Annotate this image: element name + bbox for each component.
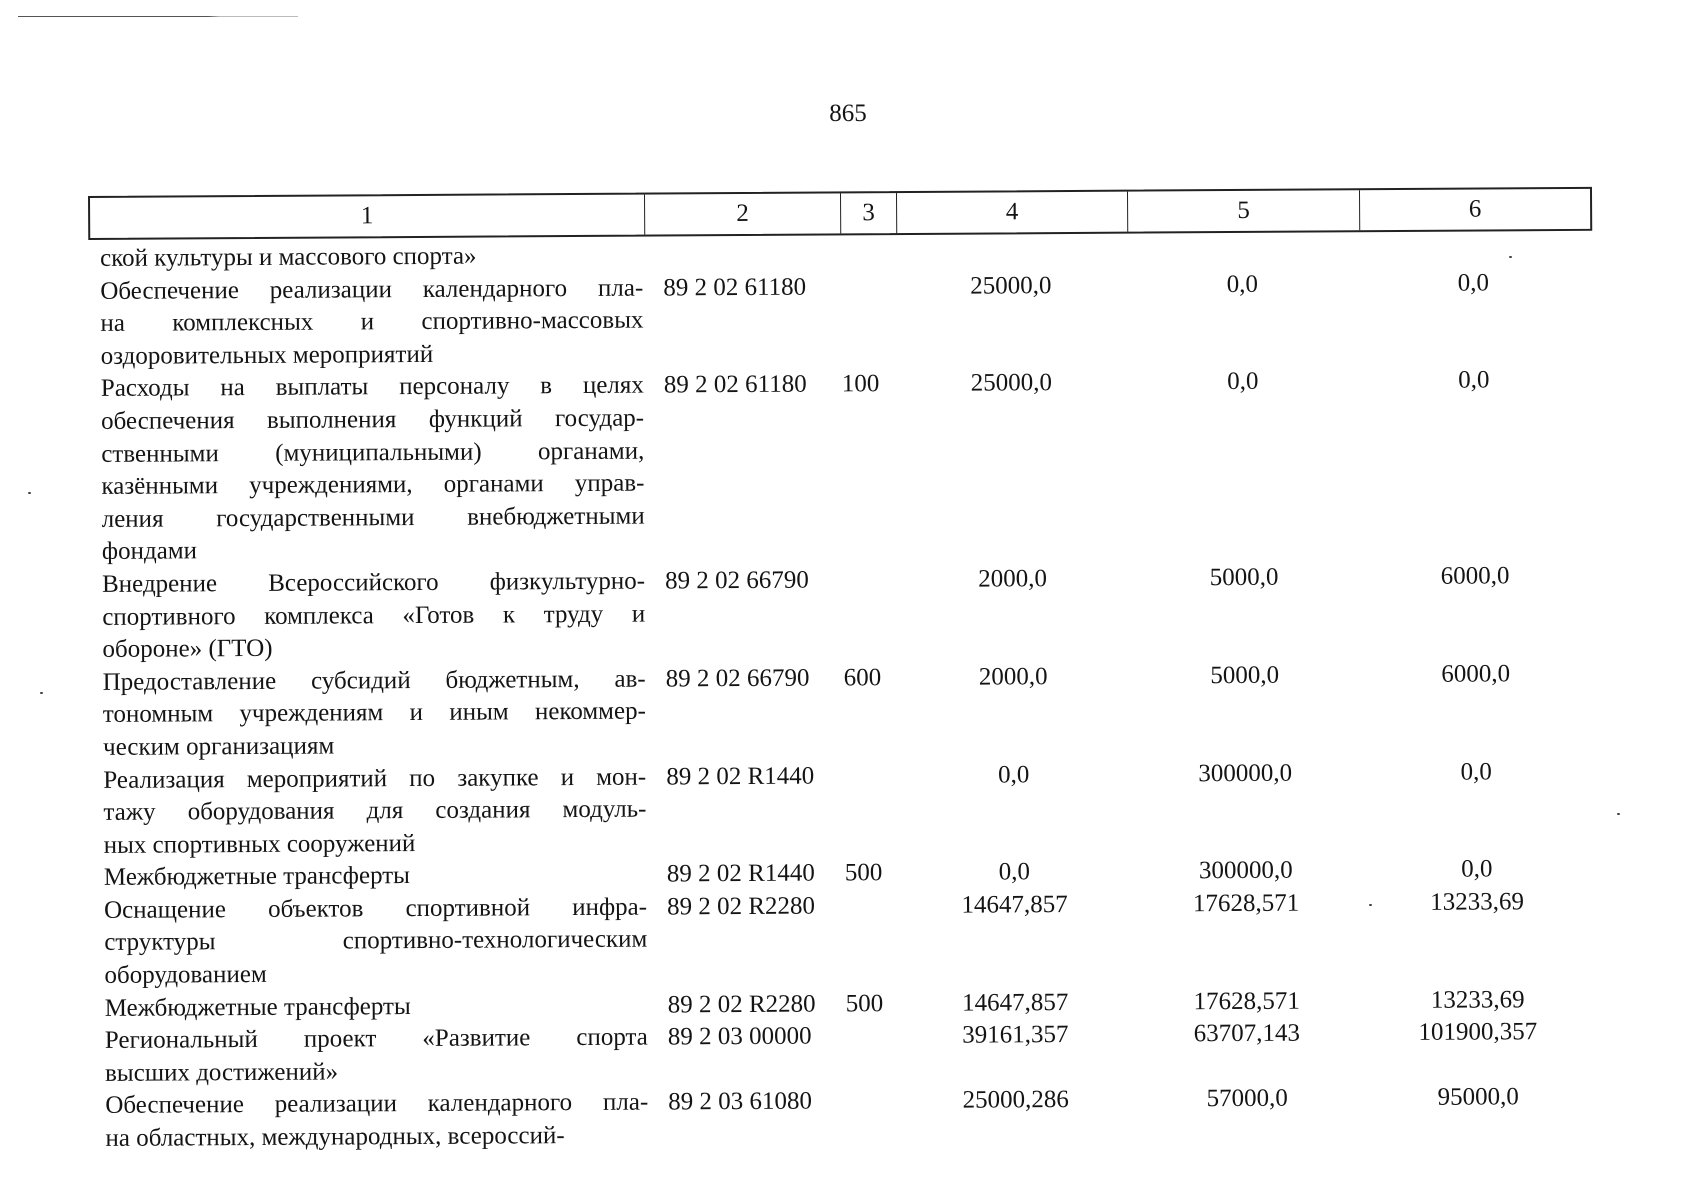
row-name-line: ческим организациям xyxy=(102,732,335,761)
row-value-col6: 6000,0 xyxy=(1440,562,1510,590)
row-value-col5: 17628,571 xyxy=(1193,987,1300,1015)
row-value-col6: 95000,0 xyxy=(1437,1083,1519,1112)
row-name-line: ления государственными внебюджетными xyxy=(101,502,645,533)
row-name xyxy=(89,370,645,569)
row-value-col4: 25000,0 xyxy=(970,369,1053,397)
row-name-line: Расходы на выплаты персоналу в целях xyxy=(100,371,644,403)
row-code xyxy=(643,238,839,239)
row-expense-type: 500 xyxy=(845,989,884,1018)
row-name-line: оздоровительных мероприятий xyxy=(100,340,434,370)
row-value-col6: 13233,69 xyxy=(1430,985,1525,1014)
row-name-line: Межбюджетные трансферты xyxy=(104,992,411,1022)
row-name-line: на областных, международных, всероссий- xyxy=(105,1122,565,1152)
row-name-line: обеспечения выполнения функций государ- xyxy=(101,404,645,435)
header-col-2: 2 xyxy=(645,193,841,234)
row-code: 89 2 02 R1440 xyxy=(666,762,815,790)
table-row xyxy=(92,886,1597,993)
row-name xyxy=(93,1087,648,1156)
header-col-3: 3 xyxy=(841,193,897,233)
row-name-line: высших достижений» xyxy=(104,1058,339,1087)
row-code: 89 2 02 66790 xyxy=(665,664,810,693)
row-expense-type: 100 xyxy=(841,370,880,398)
row-code: 89 2 03 00000 xyxy=(667,1022,812,1051)
row-name-line: фондами xyxy=(101,537,198,566)
row-value-col4: 2000,0 xyxy=(978,565,1048,593)
row-name xyxy=(92,891,648,992)
row-value-col5: 0,0 xyxy=(1227,368,1259,396)
row-value-col5: 300000,0 xyxy=(1198,856,1293,885)
header-col-6: 6 xyxy=(1468,195,1482,223)
row-name-line: тономным учреждениям и иным некоммер- xyxy=(102,697,646,729)
row-value-col6: 101900,357 xyxy=(1418,1018,1538,1047)
row-value-col4: 25000,0 xyxy=(970,271,1052,300)
table-row xyxy=(93,1081,1597,1155)
row-value-col4: 14647,857 xyxy=(961,988,1069,1017)
page-number: 865 xyxy=(829,100,867,127)
row-name-line: Региональный проект «Развитие спорта xyxy=(104,1023,648,1055)
table-row xyxy=(88,266,1593,373)
row-name-line: обороне» (ГТО) xyxy=(102,635,273,664)
row-name-line: Реализация мероприятий по закупке и мон- xyxy=(103,763,647,794)
row-value-col6: 13233,69 xyxy=(1430,888,1525,916)
scan-speck xyxy=(1617,813,1620,815)
table-row xyxy=(93,1016,1597,1090)
row-name-line: на комплексных и спортивно-массовых xyxy=(100,306,644,338)
row-name-line: тажу оборудования для создания модуль- xyxy=(103,795,647,827)
scan-speck xyxy=(1369,904,1372,906)
row-name-line: Межбюджетные трансферты xyxy=(103,862,411,892)
row-value-col4: 0,0 xyxy=(998,760,1030,788)
row-name-line: оборудованием xyxy=(104,960,267,989)
row-code: 89 2 02 R1440 xyxy=(666,859,815,888)
scan-speck xyxy=(40,692,43,694)
row-value-col5: 5000,0 xyxy=(1209,563,1279,592)
row-name xyxy=(88,240,643,276)
row-name-line: Внедрение Всероссийского физкультурно- xyxy=(102,567,646,598)
row-name xyxy=(93,989,648,1025)
budget-table-body xyxy=(88,234,1598,1156)
row-name-line: Обеспечение реализации календарного пла- xyxy=(105,1089,649,1120)
row-value-col6: 0,0 xyxy=(1457,269,1489,297)
row-value-col6: 0,0 xyxy=(1458,366,1490,395)
row-name xyxy=(93,1022,648,1091)
row-name-line: структуры спортивно-технологическим xyxy=(104,926,648,957)
row-value-col5: 17628,571 xyxy=(1192,889,1300,918)
row-value-col5: 0,0 xyxy=(1226,270,1258,298)
row-value-col6: 0,0 xyxy=(1460,757,1492,786)
table-row xyxy=(89,364,1594,569)
row-code: 89 2 02 R2280 xyxy=(667,990,816,1019)
row-value-col4: 0,0 xyxy=(998,858,1031,886)
top-rule xyxy=(18,16,298,17)
row-value-col6: 0,0 xyxy=(1461,855,1493,883)
row-name-line: ных спортивных сооружений xyxy=(103,829,416,859)
row-name-line: Обеспечение реализации календарного пла- xyxy=(100,274,644,305)
row-value-col6: 6000,0 xyxy=(1441,660,1511,688)
table-row xyxy=(91,755,1596,862)
row-name-line: спортивного комплекса «Готов к труду и xyxy=(102,600,646,631)
row-name xyxy=(91,761,647,862)
row-name xyxy=(90,566,646,667)
row-value-col4: 39161,357 xyxy=(962,1021,1069,1049)
scan-speck xyxy=(1509,256,1512,258)
row-name xyxy=(91,663,647,764)
row-value-col4: 25000,286 xyxy=(962,1086,1069,1115)
row-value-col5: 300000,0 xyxy=(1198,759,1293,787)
scan-speck xyxy=(28,492,31,494)
row-name-line: Оснащение объектов спортивной инфра- xyxy=(103,893,648,924)
row-name-line: казёнными учреждениями, органами управ- xyxy=(101,469,645,501)
row-value-col4: 14647,857 xyxy=(961,890,1068,919)
row-name-line: ственными (муниципальными) органами, xyxy=(101,437,645,468)
row-name-line: ской культуры и массового спорта» xyxy=(100,242,477,272)
row-value-col5: 57000,0 xyxy=(1206,1085,1288,1113)
row-expense-type: 500 xyxy=(844,859,883,887)
row-expense-type: 600 xyxy=(843,663,882,692)
row-value-col4: 2000,0 xyxy=(978,662,1048,691)
table-row xyxy=(91,658,1596,765)
table-header xyxy=(88,187,1592,240)
row-value-col5: 5000,0 xyxy=(1210,661,1280,689)
row-value-col5 xyxy=(1126,235,1358,236)
row-name xyxy=(92,859,647,895)
row-value-col4 xyxy=(895,237,1126,238)
table-row xyxy=(90,560,1595,667)
row-name xyxy=(88,272,644,373)
row-code: 89 2 02 61180 xyxy=(663,273,807,302)
row-code: 89 2 02 61180 xyxy=(663,370,807,399)
row-name-line: Предоставление субсидий бюджетным, ав- xyxy=(102,665,646,696)
header-col-4: 4 xyxy=(897,192,1128,233)
row-value-col6 xyxy=(1358,234,1588,235)
header-col-5: 5 xyxy=(1128,190,1360,231)
row-code: 89 2 03 61080 xyxy=(668,1088,813,1116)
row-value-col5: 63707,143 xyxy=(1193,1019,1301,1048)
header-col-1: 1 xyxy=(90,195,645,238)
row-code: 89 2 02 R2280 xyxy=(666,892,816,921)
row-code: 89 2 02 66790 xyxy=(664,566,809,595)
